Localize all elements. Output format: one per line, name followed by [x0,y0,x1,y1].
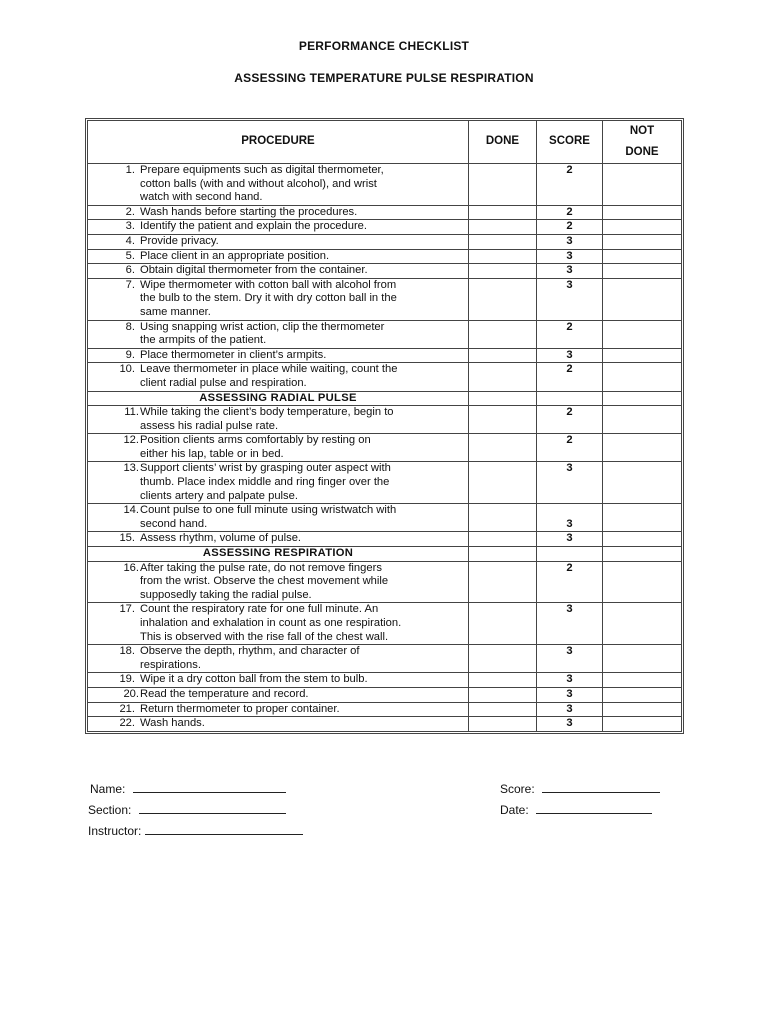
step-number: 7. [125,278,135,291]
score-field [500,781,660,796]
step-number: 14. [123,504,139,517]
procedure-cell [88,673,469,688]
score-cell: 3 [537,702,603,717]
not-done-cell[interactable] [603,249,682,264]
step-text: After taking the pulse rate, do not remove fingers from the wrist. Observe the chest movement while supposedly taking the radial pulse. [140,561,389,601]
done-cell[interactable] [469,406,537,434]
done-cell[interactable] [469,462,537,504]
column-header-not-done: NOT DONE [603,121,682,164]
procedure-cell [88,532,469,547]
step-number: 3. [125,220,135,233]
not-done-cell[interactable] [603,348,682,363]
not-done-cell[interactable] [603,532,682,547]
done-cell[interactable] [469,532,537,547]
table-row [88,603,682,645]
not-done-cell[interactable] [603,717,682,732]
not-done-cell[interactable] [603,164,682,206]
step-number: 5. [125,249,135,262]
done-cell[interactable] [469,673,537,688]
instructor-label: Instructor: [88,824,142,838]
done-cell[interactable] [469,164,537,206]
table-header-row [88,121,682,164]
step-text: Wash hands. [140,717,205,730]
score-cell [537,391,603,406]
table-row [88,561,682,603]
done-cell[interactable] [469,264,537,279]
not-done-cell[interactable] [603,673,682,688]
score-cell [537,547,603,562]
step-text: Wipe it a dry cotton ball from the stem to bulb. [140,673,368,686]
not-done-cell[interactable] [603,234,682,249]
done-cell[interactable] [469,687,537,702]
table-row [88,234,682,249]
done-cell[interactable] [469,278,537,320]
done-cell[interactable] [469,702,537,717]
step-number: 21. [119,702,135,715]
step-number: 15. [119,532,135,545]
score-cell: 2 [537,561,603,603]
section-label: Section: [88,803,132,817]
step-number: 22. [119,717,135,730]
step-text: Observe the depth, rhythm, and character of respirations. [140,645,360,671]
score-cell: 2 [537,434,603,462]
procedure-cell [88,434,469,462]
table-row [88,220,682,235]
not-done-cell[interactable] [603,645,682,673]
document-title: PERFORMANCE CHECKLIST [298,39,470,53]
step-text: Identify the patient and explain the procedure. [140,220,368,233]
step-number: 9. [125,348,135,361]
score-cell: 3 [537,234,603,249]
done-cell[interactable] [469,220,537,235]
not-done-cell[interactable] [603,702,682,717]
score-cell: 2 [537,205,603,220]
score-cell: 2 [537,406,603,434]
column-header-procedure: PROCEDURE [88,121,469,164]
not-done-cell[interactable] [603,504,682,532]
table-row [88,320,682,348]
step-text: Place client in an appropriate position. [140,249,330,262]
table-row [88,702,682,717]
not-done-cell[interactable] [603,264,682,279]
done-cell[interactable] [469,547,537,562]
table-row [88,278,682,320]
score-cell: 3 [537,249,603,264]
score-cell: 3 [537,532,603,547]
table-row [88,363,682,391]
procedure-cell [88,645,469,673]
table-row [88,434,682,462]
name-field [90,781,286,796]
step-number: 12. [123,434,139,447]
table-row [88,673,682,688]
procedure-cell [88,249,469,264]
score-cell: 2 [537,220,603,235]
not-done-cell[interactable] [603,320,682,348]
score-cell: 3 [537,687,603,702]
step-text: Count the respiratory rate for one full minute. An inhalation and exhalation in count as one respiration. This is observed with the rise fall of the chest wall. [140,603,402,643]
score-cell: 3 [537,278,603,320]
score-cell: 2 [537,164,603,206]
not-done-cell[interactable] [603,561,682,603]
procedure-cell [88,363,469,391]
done-cell[interactable] [469,320,537,348]
section-field [88,802,286,817]
procedure-cell [88,220,469,235]
score-cell: 3 [537,348,603,363]
not-done-cell[interactable] [603,391,682,406]
not-done-cell[interactable] [603,406,682,434]
not-done-cell[interactable] [603,603,682,645]
step-text: Provide privacy. [140,234,219,247]
step-number: 11. [124,406,139,419]
step-text: Support clients’ wrist by grasping outer aspect with thumb. Place index middle and ring finger over the clients artery and palpate pulse. [140,462,391,502]
done-cell[interactable] [469,504,537,532]
procedure-cell [88,234,469,249]
step-number: 13. [123,462,139,475]
score-cell: 3 [537,645,603,673]
step-text: Obtain digital thermometer from the container. [140,264,368,277]
step-number: 19. [119,673,135,686]
date-label: Date: [500,803,529,817]
procedure-cell [88,320,469,348]
column-header-score: SCORE [537,121,603,164]
score-cell: 3 [537,603,603,645]
step-number: 8. [125,320,135,333]
step-number: 6. [125,264,135,277]
table-row [88,164,682,206]
done-cell[interactable] [469,249,537,264]
done-cell[interactable] [469,717,537,732]
procedure-cell [88,603,469,645]
procedure-cell [88,462,469,504]
score-cell: 3 [537,504,603,532]
step-text: Count pulse to one full minute using wristwatch with second hand. [140,504,397,530]
not-done-cell[interactable] [603,363,682,391]
instructor-blank[interactable] [145,823,303,835]
step-number: 2. [125,205,135,218]
procedure-cell [88,348,469,363]
procedure-cell [88,164,469,206]
table-row [88,645,682,673]
not-done-cell[interactable] [603,547,682,562]
score-cell: 3 [537,264,603,279]
procedure-cell [88,504,469,532]
done-cell[interactable] [469,391,537,406]
score-cell: 3 [537,462,603,504]
procedure-cell [88,278,469,320]
table-row [88,687,682,702]
score-cell: 3 [537,673,603,688]
step-number: 4. [125,234,135,247]
step-text: Position clients arms comfortably by resting on either his lap, table or in bed. [140,434,371,460]
step-number: 20. [123,687,139,700]
done-cell[interactable] [469,603,537,645]
step-text: Return thermometer to proper container. [140,702,340,715]
procedure-cell [88,406,469,434]
not-done-cell[interactable] [603,278,682,320]
table-row [88,205,682,220]
step-text: Wash hands before starting the procedures. [140,205,358,218]
step-text: Using snapping wrist action, clip the thermometer the armpits of the patient. [140,320,385,347]
not-done-cell[interactable] [603,434,682,462]
checklist-table [87,120,682,732]
section-header: ASSESSING RESPIRATION [88,547,469,562]
section-header-row [88,547,682,562]
section-header-row [88,391,682,406]
step-number: 1. [125,164,135,176]
procedure-cell [88,687,469,702]
procedure-cell [88,561,469,603]
procedure-cell [88,264,469,279]
done-cell[interactable] [469,645,537,673]
table-row [88,504,682,532]
procedure-cell [88,717,469,732]
done-cell[interactable] [469,434,537,462]
document-subtitle: ASSESSING TEMPERATURE PULSE RESPIRATION [234,71,534,85]
checklist-table-frame [85,118,684,734]
step-text: While taking the client’s body temperature, begin to assess his radial pulse rate. [140,406,394,432]
not-done-cell[interactable] [603,205,682,220]
step-text: Leave thermometer in place while waiting, count the client radial pulse and respiration. [140,363,398,389]
score-cell: 3 [537,717,603,732]
done-cell[interactable] [469,234,537,249]
step-text: Assess rhythm, volume of pulse. [140,532,302,545]
procedure-cell [88,702,469,717]
table-row [88,462,682,504]
checklist-body [88,164,682,732]
table-row [88,717,682,732]
table-row [88,406,682,434]
date-field [500,802,652,817]
section-blank[interactable] [139,802,286,814]
table-row [88,532,682,547]
table-row [88,348,682,363]
date-blank[interactable] [536,802,652,814]
step-text: Prepare equipments such as digital thermometer, cotton balls (with and without alcohol), and wrist watch with second hand. [140,164,384,204]
step-text: Wipe thermometer with cotton ball with alcohol from the bulb to the stem. Dry it with dry cotton ball in the same manner. [140,278,397,318]
step-number: 10. [119,363,135,376]
step-number: 17. [119,603,135,616]
done-cell[interactable] [469,205,537,220]
score-cell: 2 [537,320,603,348]
score-blank[interactable] [542,781,660,793]
table-row [88,264,682,279]
step-text: Read the temperature and record. [140,687,309,700]
not-done-cell[interactable] [603,220,682,235]
not-done-cell[interactable] [603,687,682,702]
table-row [88,249,682,264]
step-number: 18. [119,645,135,658]
name-blank[interactable] [133,781,286,793]
score-cell: 2 [537,363,603,391]
done-cell[interactable] [469,348,537,363]
section-header: ASSESSING RADIAL PULSE [88,391,469,406]
done-cell[interactable] [469,363,537,391]
score-label: Score: [500,782,535,796]
instructor-field [88,823,303,838]
done-cell[interactable] [469,561,537,603]
not-done-cell[interactable] [603,462,682,504]
procedure-cell [88,205,469,220]
step-number: 16. [123,561,139,574]
step-text: Place thermometer in client’s armpits. [140,348,327,361]
name-label: Name: [90,782,126,796]
column-header-done: DONE [469,121,537,164]
